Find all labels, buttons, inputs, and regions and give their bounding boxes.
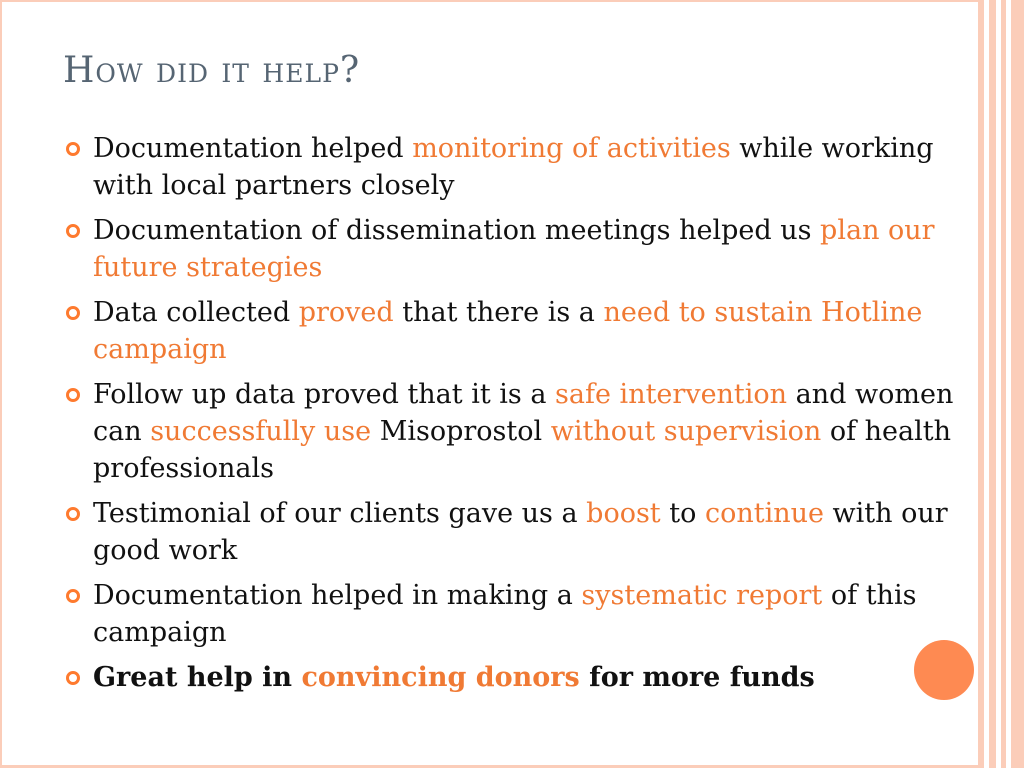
frame-left-border [0,0,2,768]
bullet-text: Data collected [93,297,299,328]
highlighted-text: safe intervention [555,379,788,410]
bullet-ring-icon [66,224,80,238]
bullet-text: Documentation of dissemination meetings helped us [93,215,821,246]
frame-top-border [0,0,978,2]
bullet-item [60,577,960,651]
highlighted-text: boost [586,498,661,529]
bullet-ring-icon [66,306,80,320]
bullet-item [60,659,960,696]
bullet-text: while working with local partners closely [93,133,934,201]
bullet-ring-icon [66,671,80,685]
bullet-text: and women can [93,379,954,447]
highlighted-text: without supervision [550,416,822,447]
bullet-ring-icon [66,142,80,156]
bullet-item [60,294,960,368]
highlighted-text: proved [298,297,394,328]
highlighted-text: monitoring of activities [412,133,731,164]
decorative-stripe [1011,0,1024,768]
bullet-ring-icon [66,589,80,603]
bullet-item [60,130,960,204]
bullet-text: to [660,498,705,529]
bullet-text: Great help in [93,662,302,693]
bullet-text: Documentation helped in making a [93,580,582,611]
highlighted-text: plan our future strategies [93,215,935,283]
decorative-stripe [1001,0,1006,768]
highlighted-text: continue [704,498,824,529]
highlighted-text: convincing donors [301,662,580,693]
bullet-text: Follow up data proved that it is a [93,379,556,410]
highlighted-text: systematic report [581,580,823,611]
decorative-stripe [989,0,996,768]
decorative-stripe [978,0,984,768]
bullet-text: Misoprostol [371,416,551,447]
bullet-text: Testimonial of our clients gave us a [93,498,587,529]
bullet-list [60,130,960,704]
bullet-ring-icon [66,507,80,521]
bullet-text: of health professionals [93,416,951,484]
bullet-item [60,495,960,569]
bullet-text: Documentation helped [93,133,413,164]
bullet-text: with our good work [93,498,948,566]
slide-title: How did it help? [63,50,361,91]
highlighted-text: successfully use [150,416,372,447]
bullet-ring-icon [66,388,80,402]
highlighted-text: need to sustain Hotline campaign [93,297,923,365]
bullet-text: for more funds [579,662,815,693]
bullet-item [60,212,960,286]
bullet-text: that there is a [393,297,604,328]
bullet-text: of this campaign [93,580,917,648]
bullet-item [60,376,960,487]
